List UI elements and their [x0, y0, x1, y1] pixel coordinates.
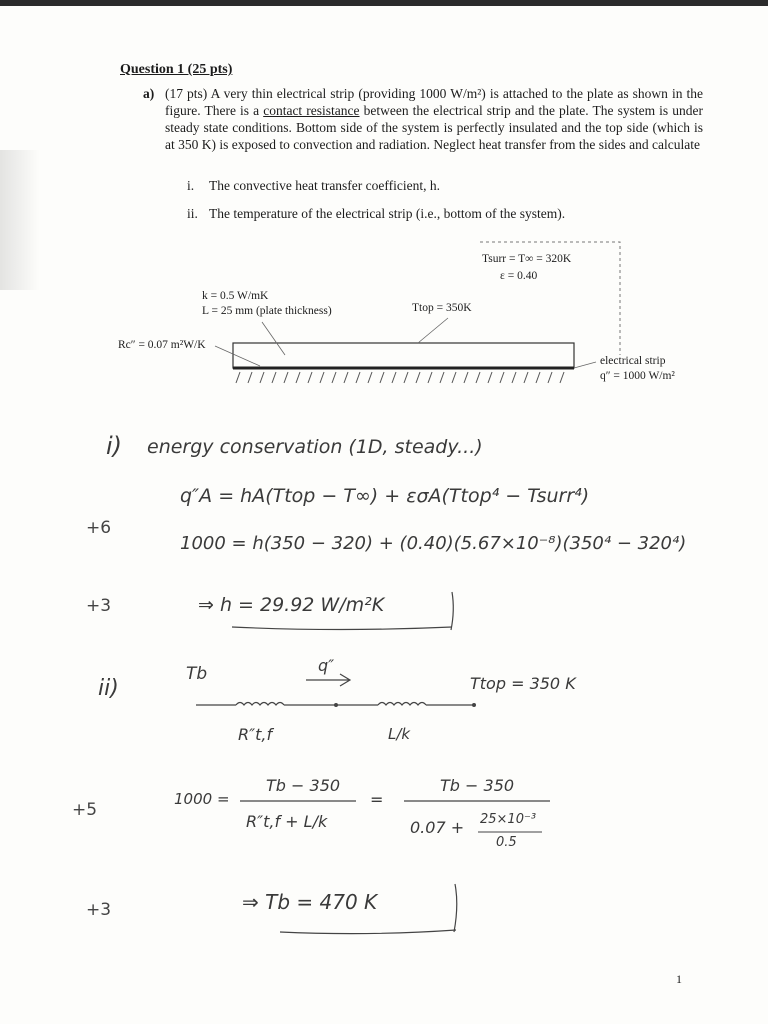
figure-q-label: q″ = 1000 W/m²	[600, 370, 675, 382]
solution-ii-label: ii)	[98, 676, 119, 701]
result-h: ⇒ h = 29.92 W/m²K	[198, 594, 385, 616]
grade-mark-1: +6	[86, 518, 112, 538]
circuit-q-label: q″	[318, 656, 335, 675]
grade-mark-4: +3	[86, 900, 112, 920]
subquestion-ii: ii. The temperature of the electrical strip (i.e., bottom of the system).	[187, 206, 566, 221]
circuit-contact-resistance: R″t,f	[238, 725, 273, 744]
part-text: (17 pts) A very thin electrical strip (providing 1000 W/m²) is attached to the plate as shown in the figure. There is a contact resistance between the electrical strip and the plate. The system is under steady state conditions. Bottom side of the system is perfectly insulated and the top side (which is at 350 K) is exposed to convection and radiation. Neglect heat transfer from the sides and calculate	[165, 86, 703, 152]
solution-i-label: i)	[106, 432, 123, 460]
fraction-2-denominator-num: 25×10⁻³	[480, 812, 537, 827]
fraction-2-denominator-den: 0.5	[496, 835, 517, 850]
fraction-1-denominator: R″t,f + L/k	[246, 812, 328, 831]
figure-tsurr-label: Tsurr = T∞ = 320K	[482, 253, 572, 265]
equation-energy-balance: q″A = hA(Ttop − T∞) + εσA(Ttop⁴ − Tsurr⁴)	[180, 485, 590, 507]
solution-i-heading: energy conservation (1D, steady...)	[147, 436, 483, 458]
contact-resistance-term: contact resistance	[263, 103, 360, 118]
part-label: a)	[143, 86, 155, 101]
figure-epsilon-label: ε = 0.40	[500, 270, 538, 282]
fraction-1-numerator: Tb − 350	[266, 776, 341, 795]
figure-L-label: L = 25 mm (plate thickness)	[202, 305, 332, 317]
grade-mark-3: +5	[72, 800, 98, 820]
subquestion-i: i. The convective heat transfer coefficient, h.	[187, 178, 441, 193]
figure-ttop-label: Ttop = 350K	[412, 302, 472, 314]
plate	[233, 343, 574, 368]
figure-k-label: k = 0.5 W/mK	[202, 290, 269, 302]
question-title: Question 1 (25 pts)	[120, 62, 233, 77]
fraction-2-numerator: Tb − 350	[440, 776, 515, 795]
equation-q-value: 1000 =	[174, 790, 230, 808]
figure-strip-label: electrical strip	[600, 355, 666, 367]
page-number: 1	[676, 972, 682, 986]
fraction-2-denominator-a: 0.07 +	[410, 818, 465, 837]
grade-mark-2: +3	[86, 596, 112, 616]
circuit-tb-label: Tb	[186, 664, 208, 684]
circuit-ttop-label: Ttop = 350 K	[470, 674, 576, 693]
insulation-hatching	[236, 372, 564, 383]
equation-substitution: 1000 = h(350 − 320) + (0.40)(5.67×10⁻⁸)(350⁴ − 320⁴)	[180, 533, 687, 554]
circuit-conduction-resistance: L/k	[388, 725, 411, 743]
equation-equals: =	[370, 790, 384, 809]
figure-rc-label: Rc″ = 0.07 m²W/K	[118, 339, 206, 351]
result-tb: ⇒ Tb = 470 K	[242, 890, 378, 914]
